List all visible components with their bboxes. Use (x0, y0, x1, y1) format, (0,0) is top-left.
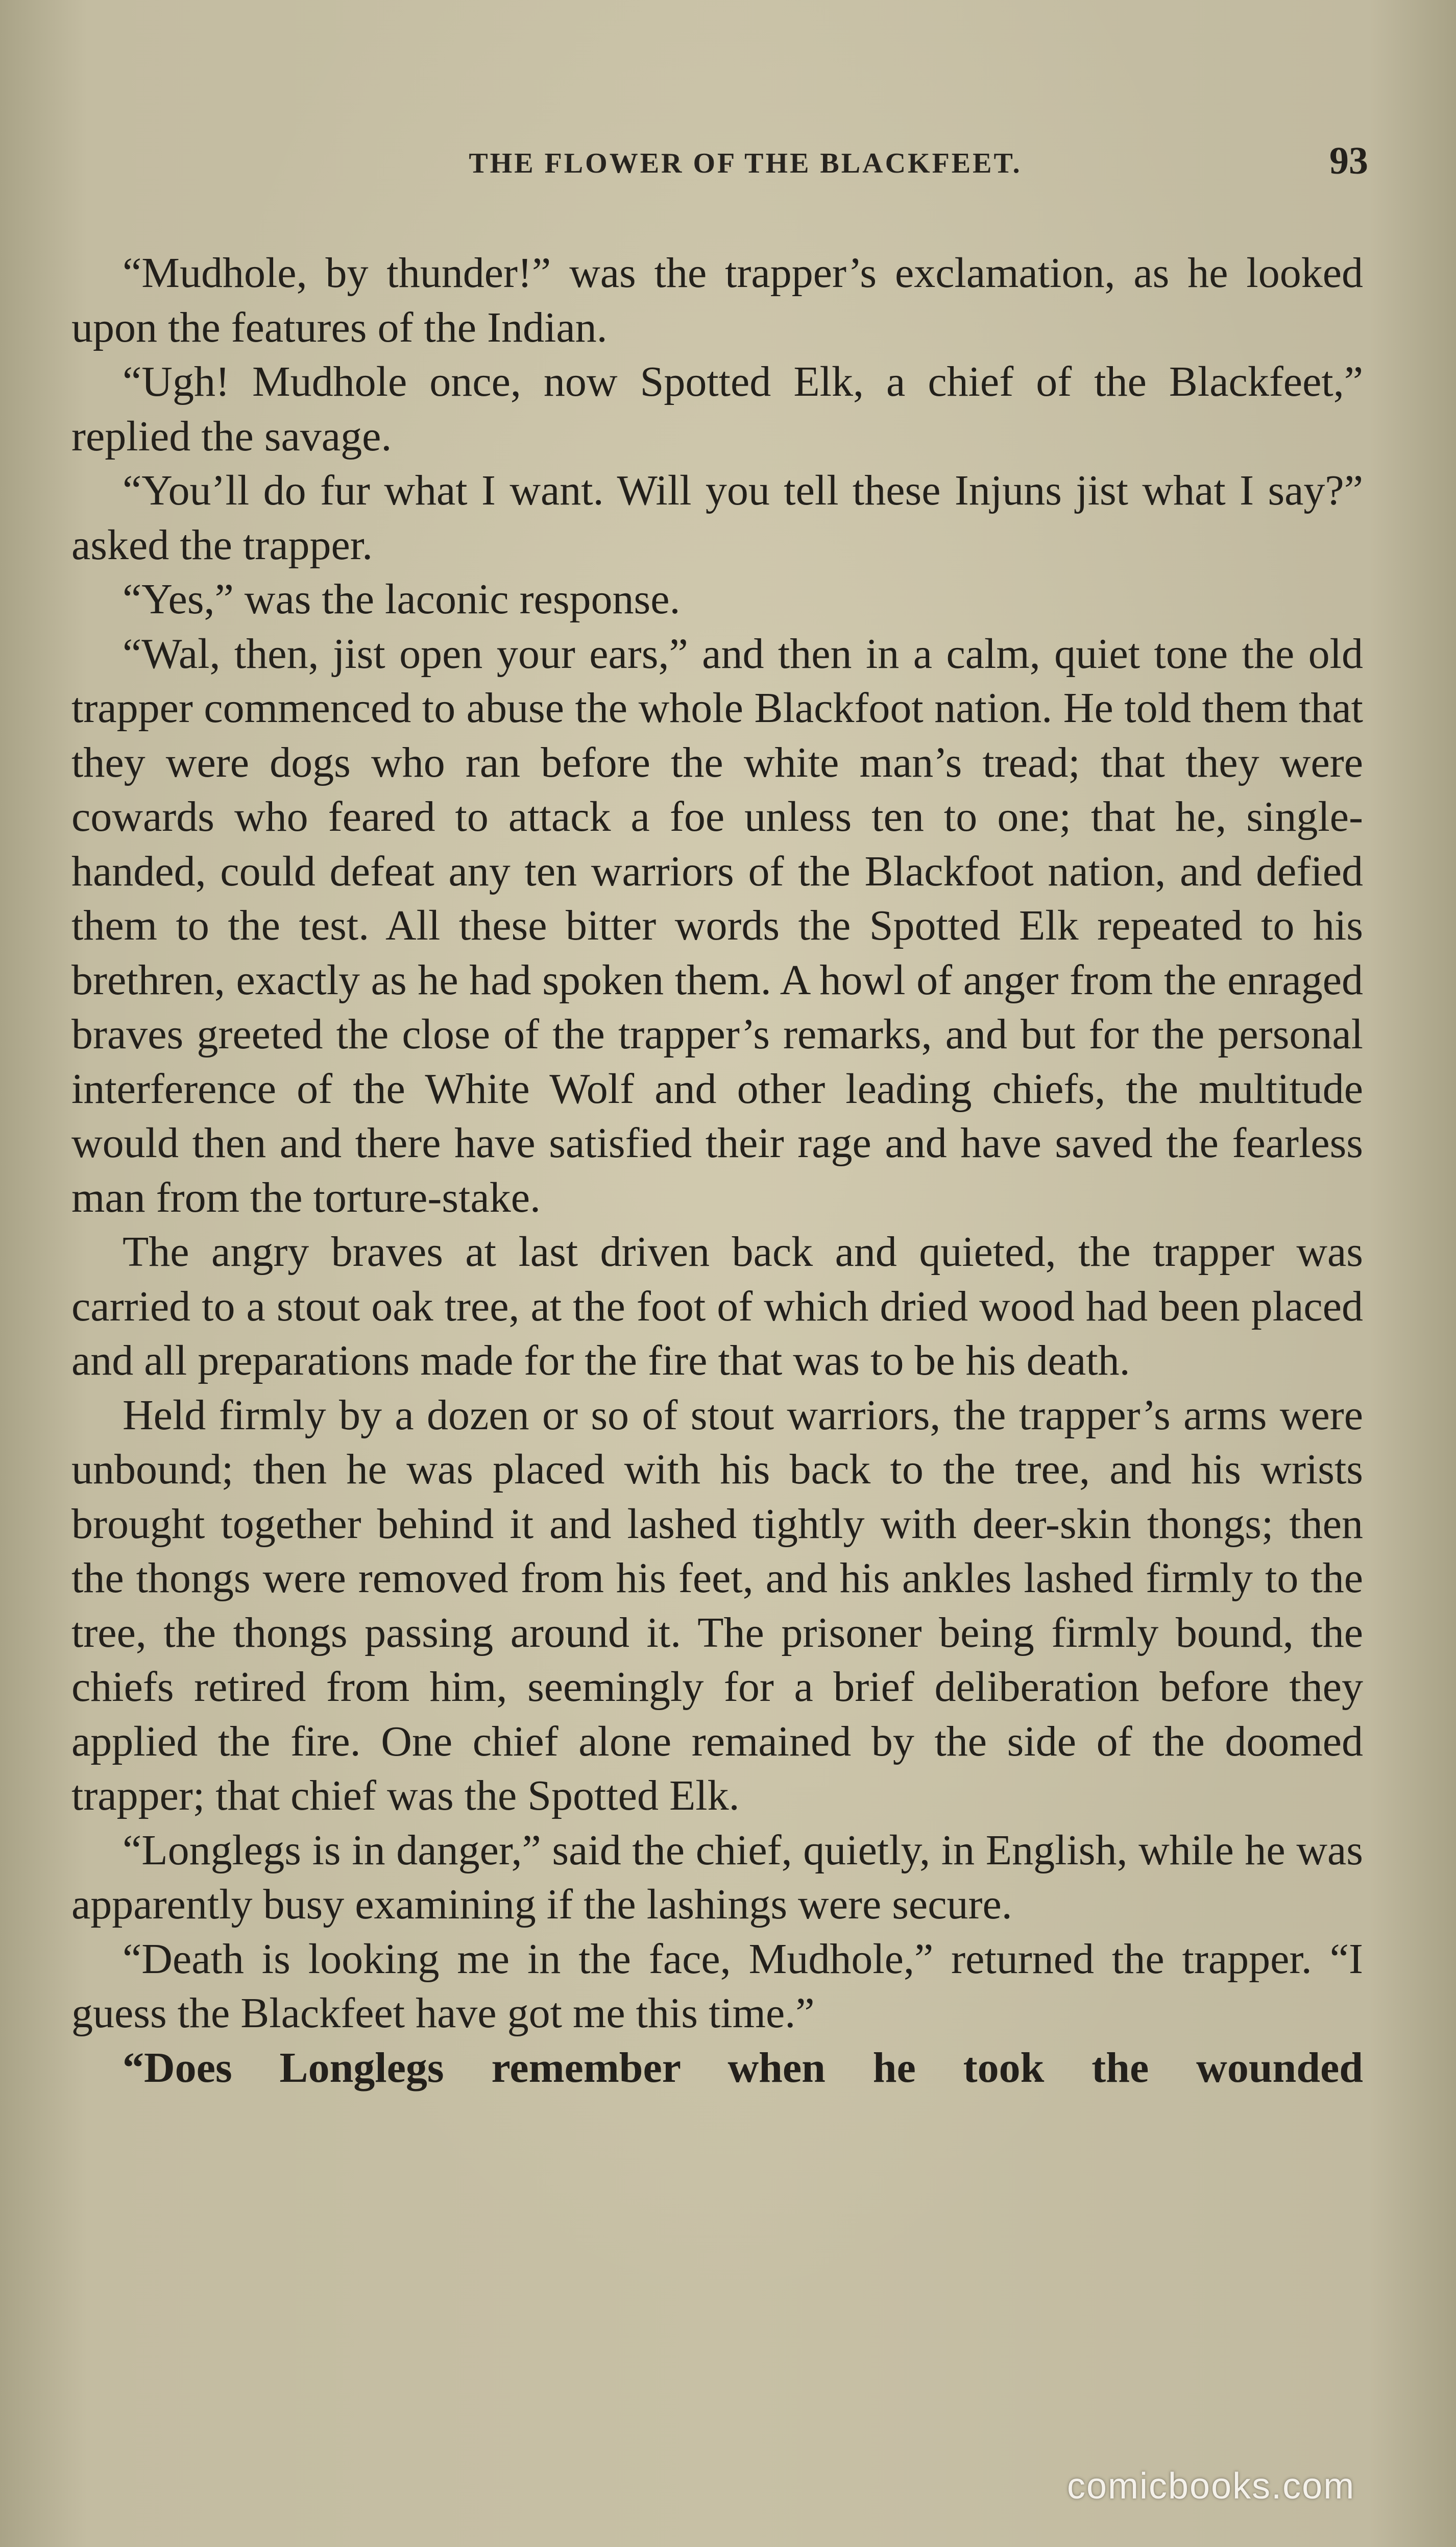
paragraph: “Mudhole, by thunder!” was the trapper’s exclamation, as he looked upon the features of the Indian. (71, 249, 1363, 351)
body-text (71, 246, 1363, 2095)
paragraph: “Ugh! Mudhole once, now Spotted Elk, a chief of the Blackfeet,” replied the savage. (71, 358, 1363, 460)
page-number: 93 (1329, 139, 1368, 182)
paragraph: “Wal, then, jist open your ears,” and then in a calm, quiet tone the old trapper commenced to abuse the whole Blackfoot nation. He told them that they were dogs who ran before the white man’s tread; that they were cowards who feared to attack a foe unless ten to one; that he, single-handed, could defeat any ten warriors of the Blackfoot nation, and defied them to the test. All these bitter words the Spotted Elk repeated to his brethren, exactly as he had spoken them. A howl of anger from the enraged braves greeted the close of the trapper’s remarks, and but for the personal interference of the White Wolf and other leading chiefs, the multitude would then and there have satisfied their rage and have saved the fearless man from the torture-stake. (71, 630, 1363, 1221)
running-header: THE FLOWER OF THE BLACKFEET. (469, 148, 1022, 179)
paragraph: “Death is looking me in the face, Mudhole,” returned the trapper. “I guess the Blackfeet have got me this time.” (71, 1935, 1363, 2037)
watermark: comicbooks.com (1067, 2466, 1355, 2507)
paragraph: “Yes,” was the laconic response. (123, 575, 681, 623)
paragraph: The angry braves at last driven back and quieted, the trapper was carried to a stout oak tree, at the foot of which dried wood had been placed and all preparations made for the fire that was to be his death. (71, 1228, 1363, 1384)
paragraph: “Longlegs is in danger,” said the chief, quietly, in English, while he was apparently busy examining if the lashings were secure. (71, 1826, 1363, 1928)
paragraph: “You’ll do fur what I want. Will you tell these Injuns jist what I say?” asked the trapper. (71, 467, 1363, 569)
paragraph: Held firmly by a dozen or so of stout warriors, the trapper’s arms were unbound; then he was placed with his back to the tree, and his wrists brought together behind it and lashed tightly with deer-skin thongs; then the thongs were removed from his feet, and his ankles lashed firmly to the tree, the thongs passing around it. The prisoner being firmly bound, the chiefs retired from him, seemingly for a brief deliberation before they applied the fire. One chief alone remained by the side of the doomed trapper; that chief was the Spotted Elk. (71, 1391, 1363, 1819)
paragraph: “Does Longlegs remember when he took the wounded (123, 2044, 1363, 2092)
